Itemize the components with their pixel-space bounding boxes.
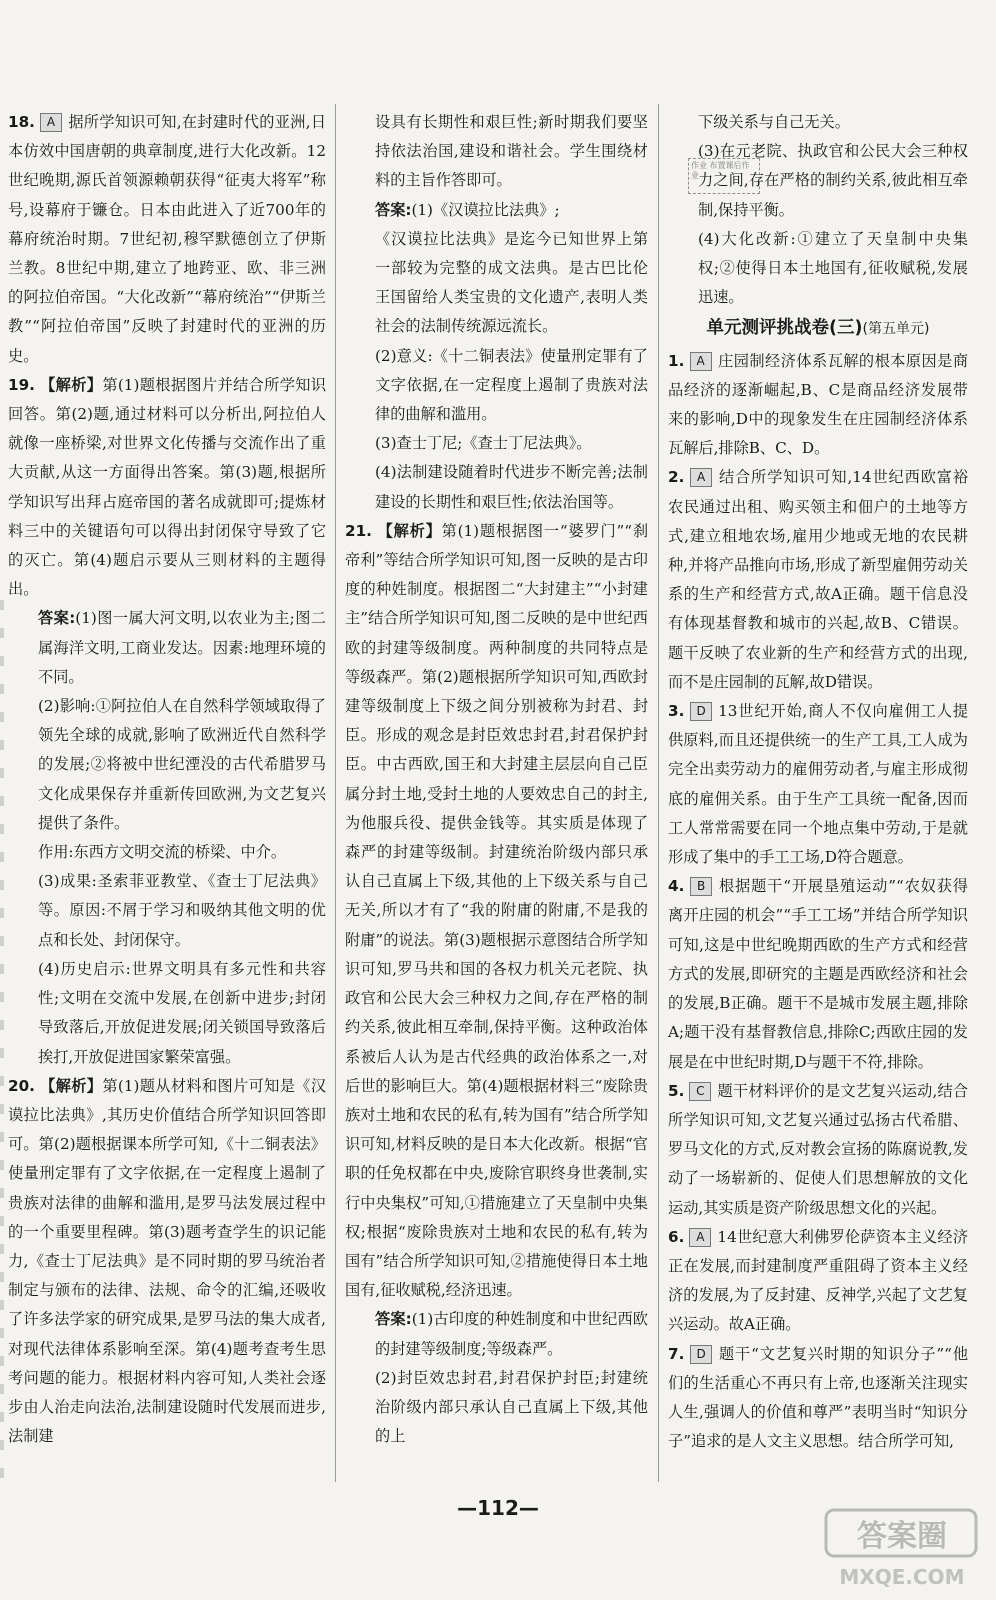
watermark-text: MXQE.COM	[839, 1565, 965, 1589]
paragraph-text: (1)古印度的种姓制度和中世纪西欧的封建等级制度;等级森严。	[375, 1310, 648, 1358]
paragraph-text: 作用:东西方文明交流的桥梁、中介。	[38, 843, 287, 862]
answer-paragraph	[345, 1305, 648, 1363]
answer-paragraph	[668, 697, 968, 872]
answer-paragraph	[668, 108, 968, 137]
paragraph-text: (2)影响:①阿拉伯人在自然科学领域取得了领先全球的成就,影响了欧洲近代自然科学的发展;②将被中世纪湮没的古代希腊罗马文化成果保存并重新传回欧洲,为文艺复兴提供了条件。	[38, 697, 326, 832]
answer-paragraph	[345, 429, 648, 458]
answer-paragraph	[668, 225, 968, 313]
svg-text:答案圈: 答案圈	[857, 1519, 947, 1554]
paragraph-text: (2)封臣效忠封君,封君保护封臣;封建统治阶级内部只承认自己直属上下级,其他的上	[375, 1368, 648, 1446]
answer-paragraph	[345, 517, 648, 1305]
site-watermark-logo	[822, 1506, 982, 1592]
answer-paragraph	[8, 371, 326, 605]
section-title-text: 单元测评挑战卷(三)	[706, 318, 863, 339]
answer-paragraph	[345, 225, 648, 342]
paragraph-text: 根据题干“开展垦殖运动”“农奴获得离开庄园的机会”“手工工场”并结合所学知识可知,这是中世纪晚期西欧的生产方式和经营方式的发展,即研究的主题是西欧经济和社会的发展,B正确。题干不是城市发展主题,排除A;题干没有基督教信息,排除C;西欧庄园的发展是在中世纪时期,D与题干不符,排除。	[668, 877, 969, 1071]
paragraph-text: 庄园制经济体系瓦解的根本原因是商品经济的逐渐崛起,B、C是商品经济发展带来的影响,D中的现象发生在庄园制经济体系瓦解后,排除B、C、D。	[668, 351, 969, 458]
paragraph-text: (3)成果:圣索菲亚教堂、《查士丁尼法典》等。原因:不屑于学习和吸纳其他文明的优点和长处、封闭保守。	[38, 872, 326, 949]
paragraph-text: (3)查士丁尼;《查士丁尼法典》。	[375, 434, 592, 453]
question-number: 21.	[345, 521, 372, 540]
paragraph-text: 据所学知识可知,在封建时代的亚洲,日本仿效中国唐朝的典章制度,进行大化改新。12世纪晚期,源氏首领源赖朝获得“征夷大将军”称号,设幕府于镰仓。日本由此进入了近700年的幕府统治时期。7世纪初,穆罕默德创立了伊斯兰教。8世纪中期,建立了地跨亚、欧、非三洲的阿拉伯帝国。“大化改新”“幕府统治”“伊斯兰教”“阿拉伯帝国”反映了封建时代的亚洲的历史。	[8, 113, 327, 365]
paragraph-text: 第(1)题从材料和图片可知是《汉谟拉比法典》,其历史价值结合所学知识回答即可。第(2)题根据课本所学可知,《十二铜表法》使量刑定罪有了文字依据,在一定程度上遏制了贵族对法律的曲解和滥用,是罗马法发展过程中的一个重要里程碑。第(3)题考查学生的识记能力,《查士丁尼法典》是不同时期的罗马统治者制定与颁布的法律、法规、命令的汇编,还吸收了许多法学家的研究成果,是罗马法的集大成者,对现代法律体系影响至深。第(4)题考查考生思考问题的能力。根据材料内容可知,人类社会逐步由人治走向法治,法制建设随时代发展而进步,法制建	[8, 1076, 327, 1446]
paragraph-text: 题干材料评价的是文艺复兴运动,结合所学知识可知,文艺复兴通过弘扬古代希腊、罗马文化的方式,反对教会宣扬的陈腐说教,发动了一场崭新的、促使人们思想解放的文化运动,其实质是资产阶级思想文化的兴起。	[668, 1081, 969, 1217]
paragraph-text: 14世纪意大利佛罗伦萨资本主义经济正在发展,而封建制度严重阻碍了资本主义经济的发展,为了反封建、反神学,兴起了文艺复兴运动。故A正确。	[668, 1227, 969, 1334]
question-number: 18.	[8, 113, 35, 131]
paragraph-text: (4)历史启示:世界文明具有多元性和共容性;文明在交流中发展,在创新中进步;封闭导致落后,开放促进发展;闭关锁国导致落后挨打,开放促进国家繁荣富强。	[38, 959, 326, 1066]
answer-paragraph	[8, 604, 326, 692]
question-number: 2.	[668, 468, 685, 487]
answer-choice-badge: D	[690, 1345, 712, 1364]
answer-paragraph	[345, 1364, 648, 1452]
question-number: 3.	[668, 702, 685, 721]
paragraph-text: (2)意义:《十二铜表法》使量刑定罪有了文字依据,在一定程度上遏制了贵族对法律的曲解和滥用。	[375, 346, 648, 424]
paragraph-text: 第(1)题根据图一“婆罗门”“刹帝利”等结合所学知识可知,图一反映的是古印度的种姓制度。根据图二“大封建主”“小封建主”结合所学知识可知,图二反映的是中世纪西欧的封建等级制度。两种制度的共同特点是等级森严。第(2)题根据所学知识可知,西欧封建等级制度上下级之间分别被称为封君、封臣。形成的观念是封臣效忠封君,封君保护封臣。中古西欧,国王和大封建主层层向自己臣属分封土地,受封土地的人要效忠自己的封主,为他服兵役、提供金钱等。其实质是体现了森严的封建等级制。封建统治阶级内部只承认自己直属上下级,其他的上下级关系与自己无关,所以才有了“我的附庸的附庸,不是我的附庸”的说法。第(3)题根据示意图结合所学知识可知,罗马共和国的各权力机关元老院、执政官和公民大会三种权力之间,存在严格的制约关系,彼此相互牵制,保持平衡。这种政治体系被后人认为是古代经典的政治体系之一,对后世的影响巨大。第(4)题根据材料三“废除贵族对土地和农民的私有,转为国有”结合所学知识可知,材料反映的是日本大化改新。根据“官职的任免权都在中央,废除官职终身世袭制,实行中央集权”可知,①措施建立了天皇制中央集权;根据“废除贵族对土地和农民的私有,转为国有”结合所学知识可知,②措施使得日本土地国有,征收赋税,经济迅速。	[345, 521, 649, 1300]
paragraph-text: (4)大化改新:①建立了天皇制中央集权;②使得日本土地国有,征收赋税,发展迅速。	[698, 229, 968, 307]
answer-paragraph	[8, 692, 326, 838]
column-divider	[658, 104, 659, 1482]
section-title	[668, 314, 968, 344]
paragraph-text: 下级关系与自己无关。	[698, 113, 850, 131]
question-number: 20.	[8, 1076, 35, 1095]
answer-paragraph	[8, 108, 326, 371]
answer-choice-badge: C	[689, 1082, 711, 1101]
section-tag: 答案:	[38, 609, 76, 628]
paragraph-text: (1)图一属大河文明,以农业为主;图二属海洋文明,工商业发达。因素:地理环境的不同。	[38, 609, 326, 686]
answer-paragraph	[8, 955, 326, 1072]
question-number: 4.	[668, 877, 685, 896]
answer-paragraph	[345, 458, 648, 516]
column-1	[8, 108, 326, 1451]
answer-choice-badge: A	[689, 1228, 711, 1247]
answer-paragraph	[668, 1340, 968, 1457]
column-3	[668, 108, 968, 1456]
question-number: 1.	[668, 351, 685, 370]
question-number: 6.	[668, 1227, 685, 1246]
answer-paragraph	[8, 838, 326, 867]
answer-paragraph	[345, 196, 648, 225]
answer-paragraph	[345, 342, 648, 430]
paragraph-text: 第(1)题根据图片并结合所学知识回答。第(2)题,通过材料可以分析出,阿拉伯人就像一座桥梁,对世界文化传播与交流作出了重大贡献,从这一方面得出答案。第(3)题,根据所学知识写出拜占庭帝国的著名成就即可;提炼材料三中的关键语句可以得出封闭保守导致了它的灭亡。第(4)题启示要从三则材料的主题得出。	[8, 375, 327, 599]
answer-paragraph	[668, 1223, 968, 1340]
answer-choice-badge: A	[690, 468, 712, 487]
section-subtitle: (第五单元)	[862, 321, 930, 338]
paragraph-text: (1)《汉谟拉比法典》;	[411, 200, 560, 219]
paragraph-text: 13世纪开始,商人不仅向雇佣工人提供原料,而且还提供统一的生产工具,工人成为完全出卖劳动力的雇佣劳动者,与雇主形成彻底的雇佣关系。由于生产工具统一配备,因而工人常常需要在同一个地点集中劳动,于是就形成了集中的手工工场,D符合题意。	[668, 702, 969, 867]
section-tag: 答案:	[375, 200, 412, 219]
answer-paragraph	[668, 872, 968, 1076]
question-number: 19.	[8, 375, 35, 394]
homework-stamp: 作业 布置课后作业	[688, 158, 760, 194]
answer-choice-badge: D	[690, 702, 712, 721]
answer-choice-badge: B	[690, 877, 712, 896]
paragraph-text: 结合所学知识可知,14世纪西欧富裕农民通过出租、购买领主和佃户的土地等方式,建立租地农场,雇用少地或无地的农民耕种,并将产品推向市场,形成了新型雇佣劳动关系的生产和经营方式,故A正确。题干信息没有体现基督教和城市的兴起,故B、C错误。题干反映了农业新的生产和经营方式的出现,而不是庄园制的瓦解,故D错误。	[668, 468, 969, 691]
page-number: —112—	[457, 1496, 539, 1520]
column-divider	[335, 104, 336, 1482]
page-edge-shadow	[0, 600, 4, 1480]
answer-paragraph	[668, 347, 968, 464]
question-number: 7.	[668, 1344, 685, 1363]
paragraph-text: (3)在元老院、执政官和公民大会三种权力之间,存在严格的制约关系,彼此相互牵制,保持平衡。	[698, 142, 968, 219]
section-tag: 答案:	[375, 1310, 412, 1329]
answer-paragraph	[345, 108, 648, 196]
section-tag: 【解析】	[377, 521, 442, 540]
paragraph-text: 题干“文艺复兴时期的知识分子”“他们的生活重心不再只有上帝,也逐渐关注现实人生,强调人的价值和尊严”表明当时“知识分子”追求的是人文主义思想。结合所学可知,	[668, 1344, 969, 1451]
column-2	[345, 108, 648, 1451]
answer-choice-badge: A	[40, 113, 62, 132]
paragraph-text: 设具有长期性和艰巨性;新时期我们要坚持依法治国,建设和谐社会。学生围绕材料的主旨作答即可。	[375, 113, 648, 190]
paragraph-text: (4)法制建设随着时代进步不断完善;法制建设的长期性和艰巨性;依法治国等。	[375, 463, 648, 511]
section-tag: 【解析】	[40, 375, 103, 394]
answer-paragraph	[668, 463, 968, 697]
paragraph-text: 《汉谟拉比法典》是迄今已知世界上第一部较为完整的成文法典。是古巴比伦王国留给人类宝贵的文化遗产,表明人类社会的法制传统源远流长。	[375, 229, 648, 336]
answer-paragraph	[8, 867, 326, 955]
question-number: 5.	[668, 1081, 685, 1100]
answer-paragraph	[668, 1077, 968, 1223]
section-tag: 【解析】	[40, 1076, 103, 1095]
answer-choice-badge: A	[690, 352, 712, 371]
answer-paragraph	[8, 1072, 326, 1452]
